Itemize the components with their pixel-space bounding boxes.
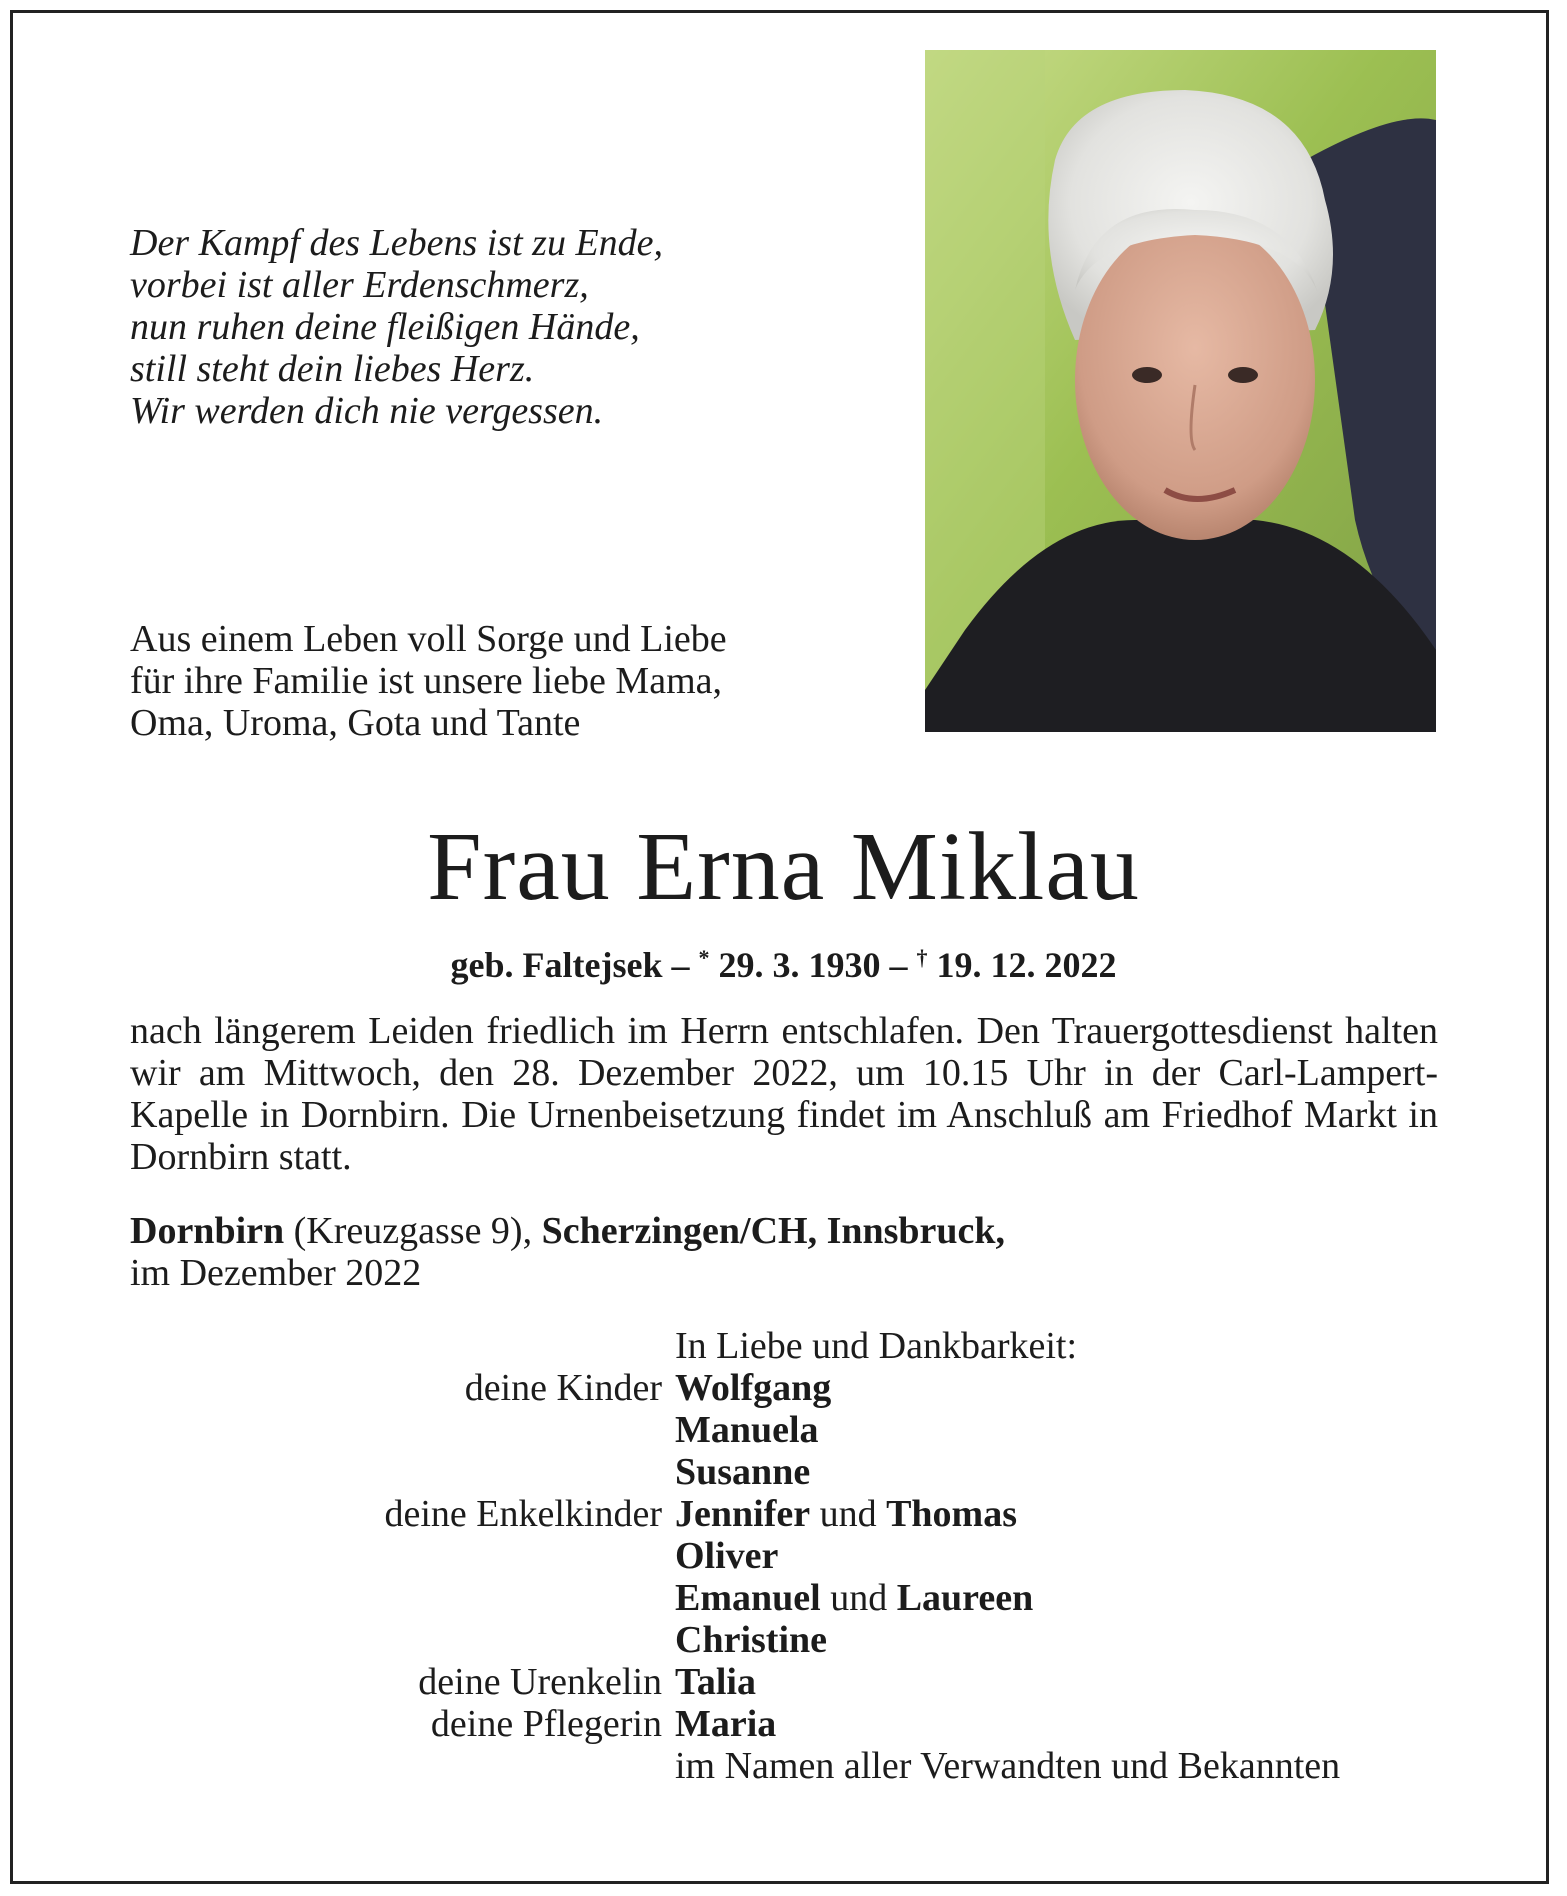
mourner-name: Talia [675,1661,756,1703]
list-item [0,1661,1567,1703]
signoff-closing: im Namen aller Verwandten und Bekannten [675,1745,1341,1787]
relation-label: deine Kinder [464,1367,662,1409]
place-others: Scherzingen/CH, Innsbruck, [541,1210,1006,1252]
date-separator: – [662,945,699,985]
memorial-poem [130,222,850,432]
place-date: im Dezember 2022 [130,1252,422,1294]
conjunction: und [810,1493,887,1535]
conjunction: und [820,1577,897,1619]
mourner-name: Oliver [675,1535,779,1577]
mourner-name: Emanuel [675,1577,821,1619]
poem-line: vorbei ist aller Erdenschmerz, [130,264,589,306]
place-city: Dornbirn [130,1210,285,1252]
relation-label: deine Pflegerin [430,1703,662,1745]
relation-label: deine Enkelkinder [384,1493,662,1535]
mourner-name: Christine [675,1619,827,1661]
relation-label: deine Urenkelin [418,1661,662,1703]
mourner-name: Wolfgang [675,1367,832,1409]
poem-line: Der Kampf des Lebens ist zu Ende, [130,222,664,264]
poem-line: Wir werden dich nie vergessen. [130,390,604,432]
list-item [0,1535,1567,1577]
list-item [0,1409,1567,1451]
signoff-heading: In Liebe und Dankbarkeit: [675,1325,1078,1367]
maiden-name: geb. Faltejsek [450,945,663,985]
mourners-list [0,1325,1567,1787]
list-item [0,1451,1567,1493]
poem-line: nun ruhen deine fleißigen Hände, [130,306,640,348]
list-item [0,1619,1567,1661]
list-item [0,1703,1567,1745]
list-item [0,1577,1567,1619]
mourner-name: Maria [675,1703,777,1745]
mourner-name: Laureen [896,1577,1034,1619]
mourner-name: Manuela [675,1409,819,1451]
mourner-name: Thomas [886,1493,1017,1535]
birth-date: 29. 3. 1930 [709,945,881,985]
death-cross-icon: † [916,945,928,970]
list-item [0,1367,1567,1409]
death-date: 19. 12. 2022 [927,945,1117,985]
intro-line: Oma, Uroma, Gota und Tante [130,702,581,744]
place-address: (Kreuzgasse 9), [284,1210,542,1252]
mourner-name: Susanne [675,1451,811,1493]
birth-star-icon: * [698,945,710,970]
intro-line: für ihre Familie ist unsere liebe Mama, [130,660,722,702]
deceased-name: Frau Erna Miklau [427,813,1140,921]
date-separator: – [880,945,917,985]
list-item [0,1493,1567,1535]
birth-death-dates [0,937,1567,986]
intro-text [130,618,830,744]
mourner-name: Jennifer [675,1493,811,1535]
intro-line: Aus einem Leben voll Sorge und Liebe [130,618,727,660]
announcement-text: nach längerem Leiden friedlich im Herrn entschlafen. Den Trauergottesdienst halten wir am Mittwoch, den 28. Dezember 2022, um 10.15 Uhr in der Carl-Lampert-Kapelle in Dornbirn. Die Urnenbeisetzung findet im Anschluß am Friedhof Markt in Dornbirn statt. [130,1010,1438,1178]
place-and-date [130,1210,1430,1294]
portrait-photo [925,50,1436,732]
poem-line: still steht dein liebes Herz. [130,348,535,390]
